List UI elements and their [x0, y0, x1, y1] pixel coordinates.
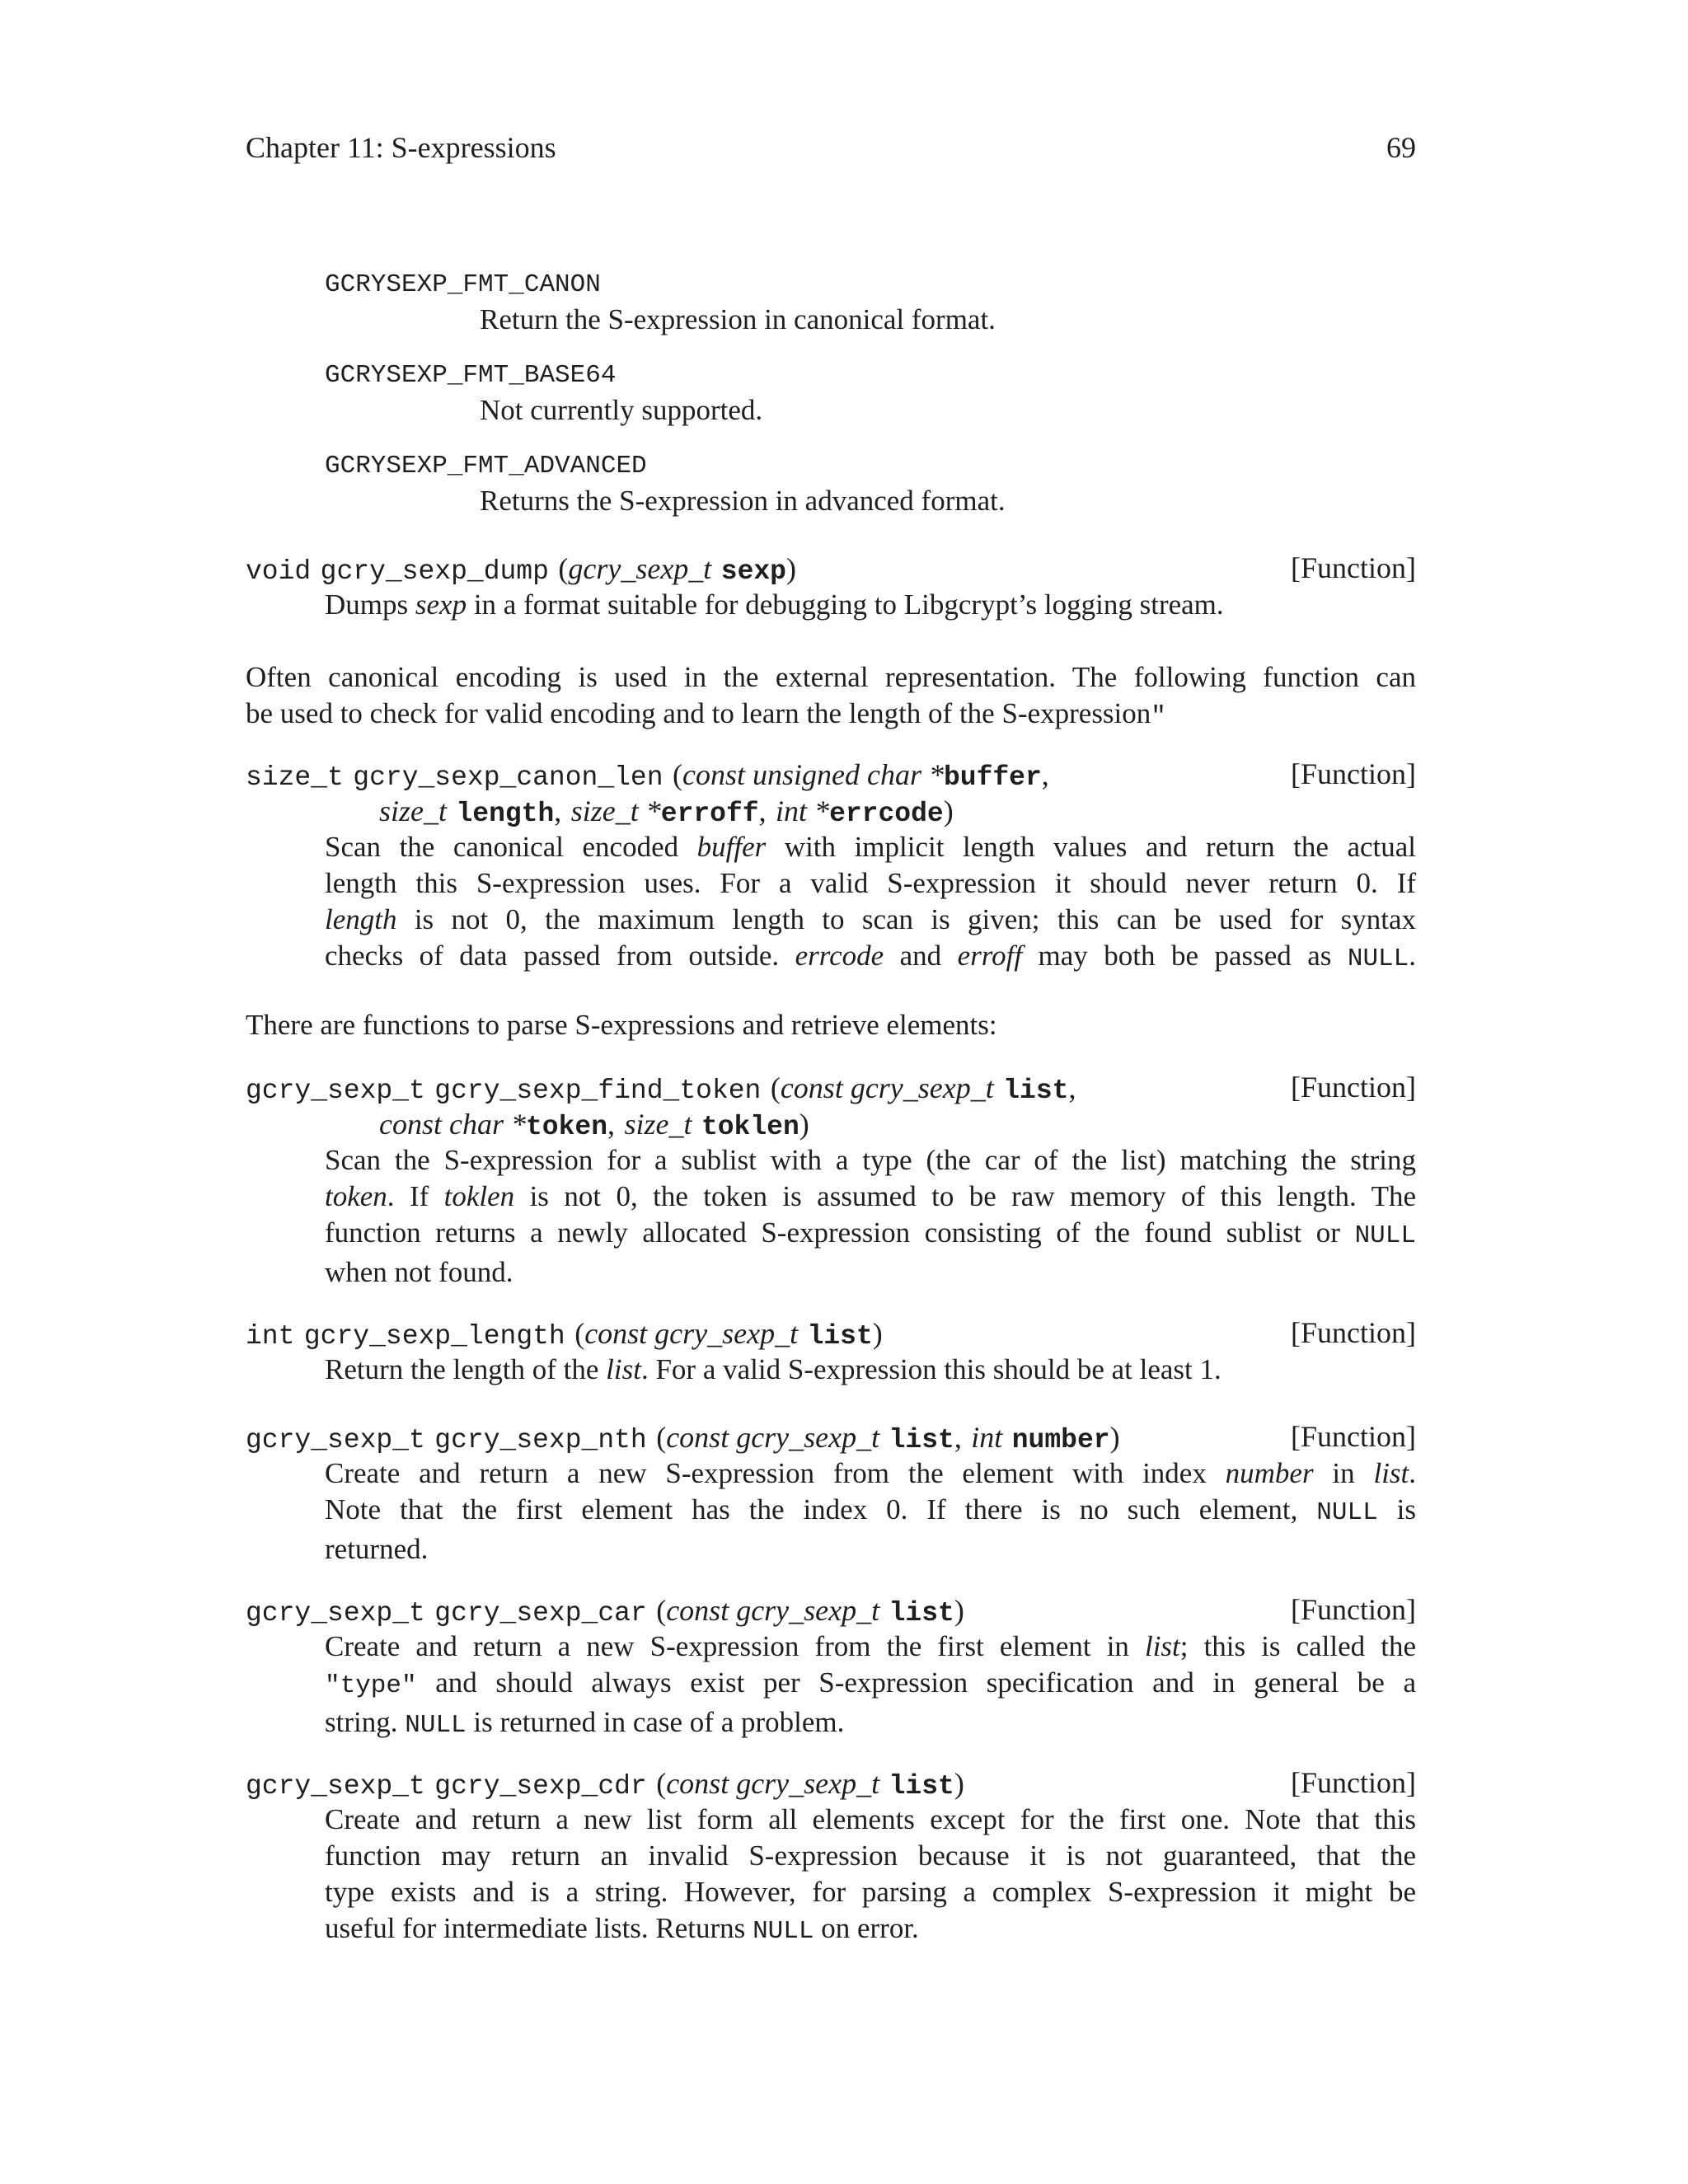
function-name: gcry_sexp_length — [303, 1321, 565, 1352]
description-gcry-sexp-car: Create and return a new S-expression from the first element in list; this is called the "type" and should always exist per S-expression specification and in general be a string. NULL is returned in case of a problem. — [325, 1630, 1416, 1740]
description-gcry-sexp-length: Return the length of the list. For a valid S-expression this should be at least 1. — [325, 1353, 1221, 1385]
return-type: void — [246, 556, 312, 587]
function-name: gcry_sexp_canon_len — [353, 762, 663, 793]
signature-gcry-sexp-nth: gcry_sexp_t gcry_sexp_nth (const gcry_sexp_t list, int number) — [246, 1421, 1120, 1455]
function-name: gcry_sexp_nth — [434, 1425, 647, 1455]
description-gcry-sexp-nth: Create and return a new S-expression from the element with index number in list. Note that the first element has the index 0. If there is no such element, NULL is returned. — [325, 1457, 1417, 1565]
description-gcry-sexp-cdr: Create and return a new list form all elements except for the first one. Note that this function may return an invalid S-expression because it is not guaranteed, that the type exists and is a string. However, for parsing a complex S-expression it might be useful for intermediate lists. Returns NULL on error. — [325, 1803, 1416, 1946]
format-desc-base64: Not currently supported. — [480, 394, 763, 426]
function-tag: [Function] — [1291, 1766, 1416, 1799]
function-name: gcry_sexp_car — [434, 1598, 647, 1629]
function-name: gcry_sexp_find_token — [434, 1076, 762, 1106]
paragraph-canonical-encoding: Often canonical encoding is used in the external representation. The following function can be used to check for valid encoding and to learn the length of the S-expression" — [246, 661, 1416, 731]
signature-gcry-sexp-car: gcry_sexp_t gcry_sexp_car (const gcry_sexp_t list) — [246, 1594, 964, 1629]
format-desc-canon: Return the S-expression in canonical format. — [480, 303, 996, 335]
function-name: gcry_sexp_cdr — [434, 1771, 647, 1802]
format-desc-advanced: Returns the S-expression in advanced format. — [480, 485, 1006, 517]
signature-gcry-sexp-find-token: gcry_sexp_t gcry_sexp_find_token (const gcry_sexp_t list, — [246, 1071, 1076, 1106]
paragraph-parse-functions: There are functions to parse S-expressions and retrieve elements: — [246, 1009, 997, 1041]
signature-gcry-sexp-dump: void gcry_sexp_dump (gcry_sexp_t sexp) — [246, 552, 796, 587]
function-tag: [Function] — [1291, 1071, 1416, 1104]
signature-gcry-sexp-length: int gcry_sexp_length (const gcry_sexp_t list) — [246, 1317, 883, 1352]
function-tag: [Function] — [1291, 551, 1416, 584]
function-tag: [Function] — [1291, 1420, 1416, 1453]
signature-gcry-sexp-find-token-cont: const char *token, size_t toklen) — [379, 1108, 809, 1142]
description-gcry-sexp-dump: Dumps sexp in a format suitable for debugging to Libgcrypt’s logging stream. — [325, 588, 1224, 621]
function-tag: [Function] — [1291, 1316, 1416, 1349]
description-gcry-sexp-find-token: Scan the S-expression for a sublist with a type (the car of the list) matching the string token. If toklen is not 0, the token is assumed to be raw memory of this length. The function returns a newly allocated S-expression consisting of the found sublist or NULL when not found. — [325, 1144, 1416, 1288]
signature-gcry-sexp-cdr: gcry_sexp_t gcry_sexp_cdr (const gcry_sexp_t list) — [246, 1767, 964, 1802]
page-number: 69 — [1386, 131, 1416, 164]
format-name-canon: GCRYSEXP_FMT_CANON — [325, 270, 601, 299]
format-name-base64: GCRYSEXP_FMT_BASE64 — [325, 361, 617, 390]
signature-gcry-sexp-canon-len-cont: size_t length, size_t *erroff, int *errcode) — [379, 794, 954, 829]
chapter-header: Chapter 11: S-expressions — [246, 131, 556, 164]
signature-gcry-sexp-canon-len: size_t gcry_sexp_canon_len (const unsigned char *buffer, — [246, 758, 1049, 793]
function-tag: [Function] — [1291, 1593, 1416, 1626]
format-name-advanced: GCRYSEXP_FMT_ADVANCED — [325, 452, 647, 480]
description-gcry-sexp-canon-len: Scan the canonical encoded buffer with implicit length values and return the actual length this S-expression uses. For a valid S-expression it should never return 0. If length is not 0, the maximum length to scan is given; this can be used for syntax checks of data passed from outside. errcode and erroff may both be passed as NULL. — [325, 831, 1417, 973]
function-name: gcry_sexp_dump — [320, 556, 549, 587]
function-tag: [Function] — [1291, 757, 1416, 790]
